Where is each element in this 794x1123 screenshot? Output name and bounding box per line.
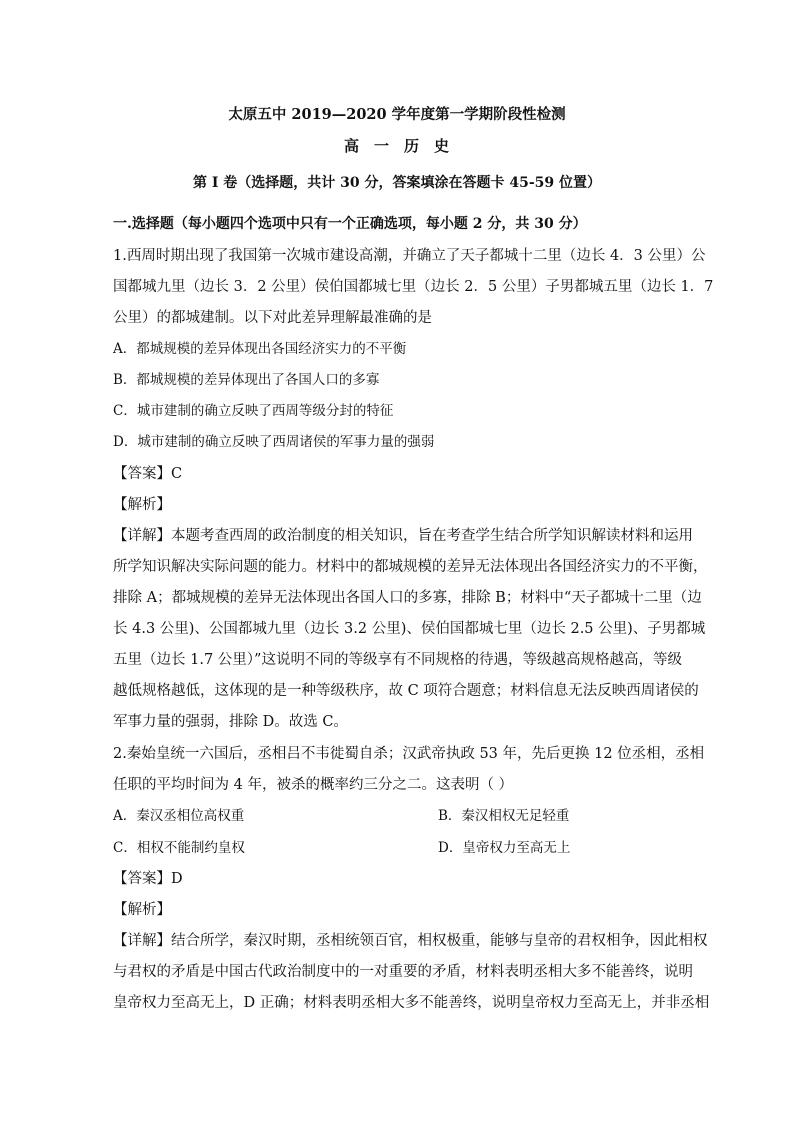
q2-answer: 【答案】D <box>113 871 183 887</box>
q1-detail-line: 越低规格越低，这体现的是一种等级秩序，故 C 项符合题意；材料信息无法反映西周诸侯的 <box>113 683 699 699</box>
section-heading: 第 I 卷（选择题，共计 30 分，答案填涂在答题卡 45-59 位置） <box>192 175 602 191</box>
q1-detail-line: 军事力量的强弱，排除 D。故选 C。 <box>113 714 348 730</box>
q1-stem-line: 国都城九里（边长 3．2 公里）侯伯国都城七里（边长 2．5 公里）子男都城五里（边长 1．7 <box>113 279 714 295</box>
q2-detail-line: 与君权的矛盾是中国古代政治制度中的一对重要的矛盾，材料表明丞相大多不能善终，说明 <box>113 964 693 980</box>
q2-stem-line: 2.秦始皇统一六国后，丞相吕不韦徙蜀自杀；汉武帝执政 53 年，先后更换 12 位丞相，丞相 <box>113 746 705 762</box>
subject-heading <box>0 135 794 156</box>
q2-option-c: C．相权不能制约皇权 <box>113 840 245 856</box>
q2-detail-line: 【详解】结合所学，秦汉时期，丞相统领百官，相权极重，能够与皇帝的君权相争，因此相权 <box>113 933 708 949</box>
q1-analysis-label: 【解析】 <box>113 497 171 513</box>
subject-char: 历 <box>404 137 421 155</box>
q1-stem-line: 公里）的都城建制。以下对此差异理解最准确的是 <box>113 310 432 326</box>
q1-answer: 【答案】C <box>113 466 183 482</box>
q1-detail-line: 所学知识解决实际问题的能力。材料中的都城规模的差异无法体现出各国经济实力的不平衡， <box>113 559 708 575</box>
q1-stem-line: 1.西周时期出现了我国第一次城市建设高潮，并确立了天子都城十二里（边长 4．3 公里）公 <box>113 248 706 264</box>
q2-analysis-label: 【解析】 <box>113 902 171 918</box>
q2-option-a: A．秦汉丞相位高权重 <box>113 808 245 824</box>
q2-stem-line: 任职的平均时间为 4 年，被杀的概率约三分之二。这表明（ ） <box>113 777 514 793</box>
q1-option-b: B．都城规模的差异体现出了各国人口的多寡 <box>113 372 380 388</box>
q1-detail-line: 长 4.3 公里)、公国都城九里（边长 3.2 公里)、侯伯国都城七里（边长 2.5 公里)、子男都城 <box>113 621 706 637</box>
q1-option-a: A．都城规模的差异体现出各国经济实力的不平衡 <box>113 341 407 357</box>
subject-char: 史 <box>434 137 451 155</box>
part-heading: 一.选择题（每小题四个选项中只有一个正确选项，每小题 2 分，共 30 分） <box>113 216 587 232</box>
exam-title: 太原五中 2019—2020 学年度第一学期阶段性检测 <box>228 106 566 123</box>
q1-detail-line: 排除 A；都城规模的差异无法体现出各国人口的多寡，排除 B；材料中“天子都城十二里（边 <box>113 590 702 606</box>
q2-option-d: D．皇帝权力至高无上 <box>438 840 571 856</box>
q1-detail-line: 五里（边长 1.7 公里）”这说明不同的等级享有不同规格的待遇，等级越高规格越高，等级 <box>113 652 682 668</box>
q1-option-c: C．城市建制的确立反映了西周等级分封的特征 <box>113 403 394 419</box>
q1-option-d: D．城市建制的确立反映了西周诸侯的军事力量的强弱 <box>113 434 435 450</box>
subject-char: 一 <box>373 137 390 155</box>
subject-char: 高 <box>343 137 360 155</box>
q1-detail-line: 【详解】本题考查西周的政治制度的相关知识，旨在考查学生结合所学知识解读材料和运用 <box>113 528 693 544</box>
q2-option-b: B．秦汉相权无足轻重 <box>438 808 570 824</box>
q2-detail-line: 皇帝权力至高无上，D 正确；材料表明丞相大多不能善终，说明皇帝权力至高无上，并非丞相 <box>113 995 710 1011</box>
